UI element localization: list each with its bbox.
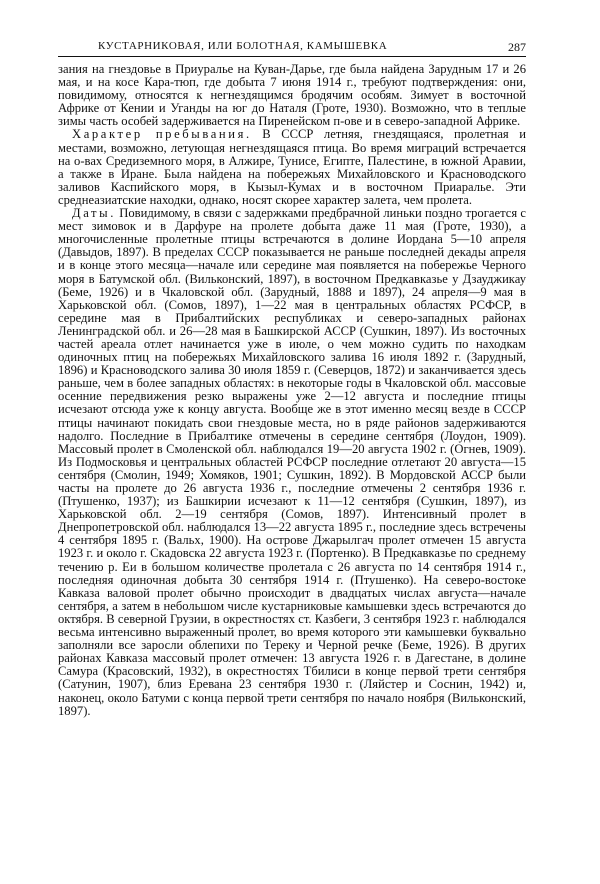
body-text	[58, 63, 526, 718]
paragraph-stay-character-text: В СССР летняя, гнездящаяся, пролетная и местами, возможно, летующая негнездящаяся птица. Во время миграций встречается на о-вах Средиземного моря, в Алжире, Тунисе, Египте, Палестине, в южной Аравии, а также в Иране. Была найдена на побережьях Михайловского и Красноводского заливов Каспийского моря, в Кызыл-Кумах и в восточном Приаралье. Эти среднеазиатские находки, однако, носят скорее характер залета, чем пролета.	[58, 127, 526, 207]
paragraph-wintering-text: зания на гнездовье в Приуралье на Куван-Дарье, где была найдена Зарудным 17 и 26 мая, и на косе Кара-тюп, где добыта 7 июня 1914 г., требуют подтверждения: они, повидимому, относятся к негнездящимся бродячим особям. Зимует в восточной Африке от Кении и Уганды на юг до Наталя (Гроте, 1930). Возможно, что в теплые зимы часть особей задерживается на Пиренейском п-ове и в северо-западной Африке.	[58, 62, 526, 129]
running-title: КУСТАРНИКОВАЯ, ИЛИ БОЛОТНАЯ, КАМЫШЕВКА	[98, 40, 388, 52]
paragraph-wintering	[58, 63, 526, 128]
paragraph-dates	[58, 207, 526, 718]
paragraph-stay-character	[58, 128, 526, 207]
running-header	[58, 40, 526, 57]
book-page	[58, 40, 526, 718]
section-heading-dates: Даты.	[72, 206, 116, 221]
section-heading-stay-character: Характер пребывания.	[72, 127, 252, 142]
page-number: 287	[508, 40, 526, 54]
paragraph-dates-text: Повидимому, в связи с задержками предбрачной линьки поздно трогается с мест зимовок и в Дарфуре на пролете добыта даже 11 мая (Гроте, 1930), а многочисленные пролетные птицы встречаются в долине Иордана 5—10 апреля (Давыдов, 1897). В пределах СССР показывается не раньше последней декады апреля и в конце этого месяца—начале или середине мая появляется на побережье Черного моря в Батумской обл. (Вильконский, 1897), в восточном Предкавказье у Дзауджикау (Беме, 1926) и в Чкаловской обл. (Зарудный, 1888 и 1897), 24 апреля—9 мая в Харьковской обл. (Сомов, 1897), 1—22 мая в центральных областях РСФСР, в середине мая в Прибалтийских республиках и северо-западных районах Ленинградской обл. и 26—28 мая в Башкирской АССР (Сушкин, 1897). Из восточных частей ареала отлет начинается уже в июле, о чем можно судить по находкам одиночных птиц на побережьях Михайловского залива 16 июля 1892 г. (Зарудный, 1896) и Красноводского залива 30 июля 1859 г. (Северцов, 1872) и заканчивается здесь раньше, чем в более западных областях: в некоторые годы в Чкаловской обл. массовые осенние передвижения резко выражены уже 2—12 августа и последние птицы исчезают отсюда уже к концу августа. Вообще же в этот именно месяц везде в СССР птицы начинают покидать свои гнездовые места, но в ряде районов задерживаются надолго. Последние в Прибалтике отмечены в середине сентября (Лоудон, 1909). Массовый пролет в Смоленской обл. наблюдался 19—20 августа 1902 г. (Огнев, 1909). Из Подмосковья и центральных областей РСФСР последние отлетают 20 августа—15 сентября (Смолин, 1949; Хомяков, 1901; Сушкин, 1892). В Мордовской АССР были часты на пролете до 26 августа 1936 г., последние отмечены 2 сентября 1936 г. (Птушенко, 1937); из Башкирии исчезают к 11—12 сентября (Сушкин, 1897), из Харьковской обл. 2—19 сентября (Сомов, 1897). Интенсивный пролет в Днепропетровской обл. наблюдался 13—22 августа 1895 г., последние здесь встречены 4 сентября 1895 г. (Вальх, 1900). На острове Джарылгач пролет отмечен 15 августа 1923 г. и около г. Скадовска 22 августа 1923 г. (Портенко). В Предкавказье по среднему течению р. Еи в большом количестве пролетала с 26 августа по 14 сентября 1914 г., последняя одиночная добыта 30 сентября 1914 г. (Птушенко). На северо-востоке Кавказа валовой пролет обычно происходит в двадцатых числах августа—начале сентября, а затем в небольшом числе кустарниковые камышевки здесь встречаются до октября. В северной Грузии, в окрестностях ст. Казбеги, 3 сентября 1923 г. наблюдался весьма интенсивно выраженный пролет, во время которого эти камышевки буквально заполняли все заросли облепихи по Тереку и Черной речке (Беме, 1926). В других районах Кавказа массовый пролет отмечен: 13 августа 1926 г. в Дагестане, в долине Самура (Красовский, 1932), в окрестностях Тбилиси в конце первой трети сентября (Сатунин, 1907), близ Еревана 23 сентября 1930 г. (Ляйстер и Соснин, 1942) и, наконец, около Батуми с конца первой трети сентября по начало ноября (Вильконский, 1897).	[58, 206, 526, 718]
